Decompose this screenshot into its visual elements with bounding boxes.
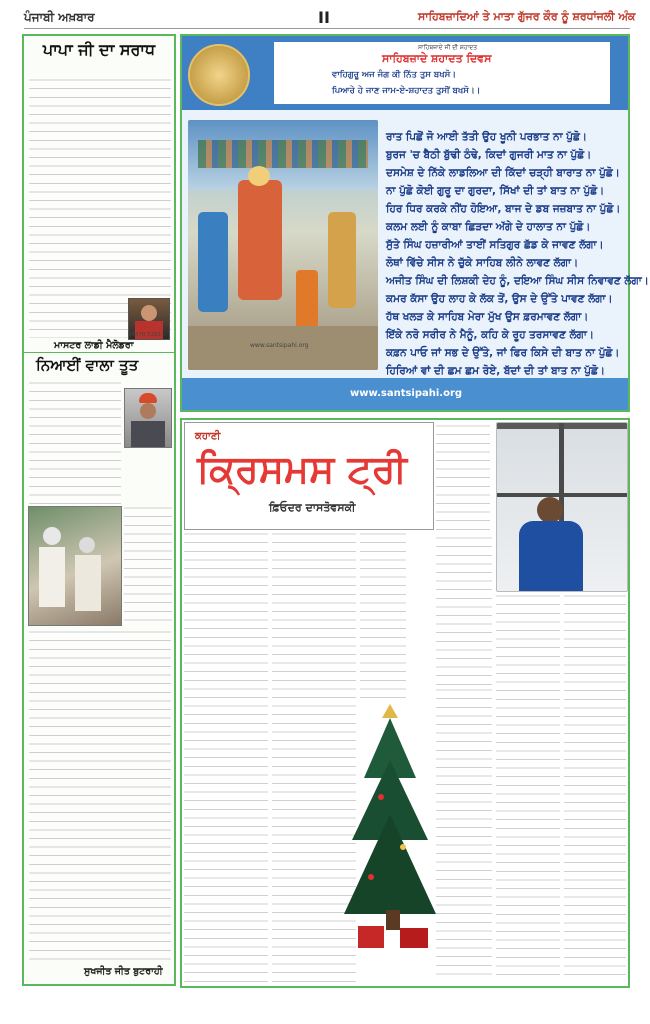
poem-line: ਅਜੀਤ ਸਿੰਘ ਦੀ ਲਿਸ਼ਕੀ ਦੇਹ ਨੂੰ, ਦਇਆ ਸਿੰਘ ਸੀਸ ਨਿਵਾਵਣ ਲੱਗਾ। — [386, 275, 649, 287]
article-2-body-side — [124, 506, 172, 624]
article-2-title: ਨਿਆਈਂ ਵਾਲਾ ਤੂਤ — [36, 356, 139, 374]
story-label: ਕਹਾਣੀ — [195, 431, 221, 442]
poster-url[interactable]: www.santsipahi.org — [350, 388, 463, 399]
poem-line: ਹਿਰਿਆਂ ਵਾਂ ਦੀ ਛਮ ਛਮ ਰੋਏ, ਬੱਦਾਂ ਦੀ ਤਾਂ ਬਾਤ ਨਾ ਪੁੱਛੋ। — [386, 365, 605, 377]
issue-title: ਸਾਹਿਬਜ਼ਾਦਿਆਂ ਤੇ ਮਾਤਾ ਗੁੱਜਰ ਕੌਰ ਨੂੰ ਸ਼ਰਧਾਂਜਲੀ ਅੰਕ — [418, 10, 636, 23]
poster-small-top: ਸਾਹਿਬਜ਼ਾਦੇ ਜੀ ਦੀ ਸ਼ਹਾਦਤ — [418, 44, 478, 51]
poem-line: ਨਾ ਪੁੱਛੋ ਕੋਈ ਗੁਰੂ ਦਾ ਗੁਰਦਾ, ਸਿੱਖਾਂ ਦੀ ਤਾਂ ਬਾਤ ਨਾ ਪੁੱਛੋ। — [386, 185, 605, 197]
story-column-4 — [496, 594, 560, 982]
story-column-3b — [436, 536, 492, 686]
poem — [386, 128, 649, 380]
story-title-box — [184, 422, 434, 530]
poem-line: ਦਸਮੇਸ਼ ਦੇ ਨਿੱਕੇ ਲਾਡਲਿਆ ਦੀ ਕਿੱਦਾਂ ਚੜ੍ਹੀ ਬਾਰਾਤ ਨਾ ਪੁੱਛੋ। — [386, 167, 620, 179]
story-author: ਫ਼ਿਓਦਰ ਦਾਸਤੋਵਸਕੀ — [269, 501, 356, 514]
poem-line: ਹਿਰ ਧਿਰ ਕਰਕੇ ਨੀਂਹ ਹੋਇਆ, ਬਾਜ ਦੇ ਡਬ ਜਜ਼ਬਾਤ ਨਾ ਪੁੱਛੋ। — [386, 203, 621, 215]
article-1-author: ਮਾਸਟਰ ਲਾਡੀ ਮੈਲੋਡਰਾ — [54, 340, 134, 351]
poem-line: ਹੱਥ ਖਲੜ ਕੇ ਸਾਹਿਬ ਮੇਰਾ ਮੁੱਖ ਉਸ ਫ਼ਰਮਾਵਣ ਲੱਗਾ। — [386, 311, 589, 323]
story-column-1 — [184, 532, 268, 982]
poem-line: ਰਾਤ ਪਿਛੋਂ ਜੋ ਆਈ ਤੱਤੀ ਉਹ ਖੂਨੀ ਪਰਭਾਤ ਨਾ ਪੁੱਛੋ। — [386, 131, 587, 143]
page-number: II — [318, 8, 330, 27]
christmas-tree-image — [360, 704, 434, 984]
martyrdom-painting — [188, 120, 378, 370]
newspaper-name: ਪੰਜਾਬੀ ਅਖ਼ਬਾਰ — [24, 10, 95, 24]
poem-line: ਕਮਰ ਕੱਸਾ ਉਹ ਲਾਹ ਕੇ ਲੱਕ ਤੋਂ, ਉਸ ਦੇ ਉੱਤੇ ਪਾਵਣ ਲੱਗਾ। — [386, 293, 613, 305]
poster-line-2: ਪਿਆਰੇ ਹੇ ਜਾਣ ਜਾਮ-ਏ-ਸ਼ਹਾਦਤ ਤੁਸੀਂ ਬਖਸੋ।। — [332, 86, 481, 96]
story-column-2 — [272, 532, 356, 982]
story-text-top-mid — [436, 424, 490, 532]
poem-line: ਲੋਥਾਂ ਵਿੱਚੇ ਸੀਸ ਨੇ ਚੁੱਕੇ ਸਾਹਿਬ ਲੀਨੇ ਲਾਵਣ ਲੱਗਾ। — [386, 257, 579, 269]
story-column-3c — [436, 688, 492, 982]
article-2-author: ਸੁਖਜੀਤ ਜੀਤ ਬੁਟਰਾਹੀ — [84, 966, 163, 977]
emblem-icon — [188, 44, 250, 106]
elders-photo — [28, 506, 122, 626]
article-2-body-bottom — [29, 630, 171, 960]
poem-line: ਸੁੱਤੇ ਸਿੰਘ ਹਜ਼ਾਰੀਆਂ ਤਾਈਂ ਸਤਿਗੁਰ ਛੱਡ ਕੇ ਜਾਵਣ ਲੱਗਾ। — [386, 239, 604, 251]
article-1-phone: 98470 52611 — [128, 332, 165, 338]
poster — [180, 34, 649, 412]
poem-line: ਕਫ਼ਨ ਪਾਓ ਜਾਂ ਸਭ ਦੇ ਉੱਤੇ, ਜਾਂ ਫਿਰ ਕਿਸੇ ਦੀ ਬਾਤ ਨਾ ਪੁੱਛੋ। — [386, 347, 620, 359]
poem-line: ਕਲਮ ਲਈ ਨੂੰ ਕਾਬਾ ਛਿੜਦਾ ਅੱਗੇ ਦੇ ਹਾਲਾਤ ਨਾ ਪੁੱਛੋ। — [386, 221, 591, 233]
painting-watermark: www.santsipahi.org — [250, 342, 309, 349]
author-photo-2 — [124, 388, 172, 448]
child-window-photo — [496, 422, 628, 592]
divider — [24, 352, 174, 353]
poem-line: ਬੁਰਜ 'ਚ ਬੈਠੀ ਬੁੱਢੀ ਠੰਢੇ, ਕਿਦਾਂ ਗੁਜਰੀ ਮਾਤ ਨਾ ਪੁੱਛੋ। — [386, 149, 592, 161]
left-column-panel — [22, 34, 176, 986]
header-rule — [24, 28, 630, 29]
story-title: ਕ੍ਰਿਸਮਸ ਟ੍ਰੀ — [197, 447, 407, 491]
poem-line: ਇੱਕੇ ਨਰੋ ਸਰੀਰ ਨੇ ਮੈਨੂੰ, ਕਹਿ ਕੇ ਰੂਹ ਤਰਸਾਵਣ ਲੱਗਾ। — [386, 329, 594, 341]
article-1-title: ਪਾਪਾ ਜੀ ਦਾ ਸਰਾਧ — [42, 40, 156, 59]
poster-line-1: ਵਾਹਿਗੁਰੂ ਅਜ ਜੰਗ ਕੀ ਨਿੱਤ ਤੁਸ ਬਖਸੋ। — [332, 70, 457, 80]
story-column-3-top — [360, 532, 406, 702]
poster-tagline: ਸਾਹਿਬਜ਼ਾਦੇ ਸ਼ਹਾਦਤ ਦਿਵਸ — [382, 52, 492, 65]
story-column-5 — [564, 594, 626, 982]
